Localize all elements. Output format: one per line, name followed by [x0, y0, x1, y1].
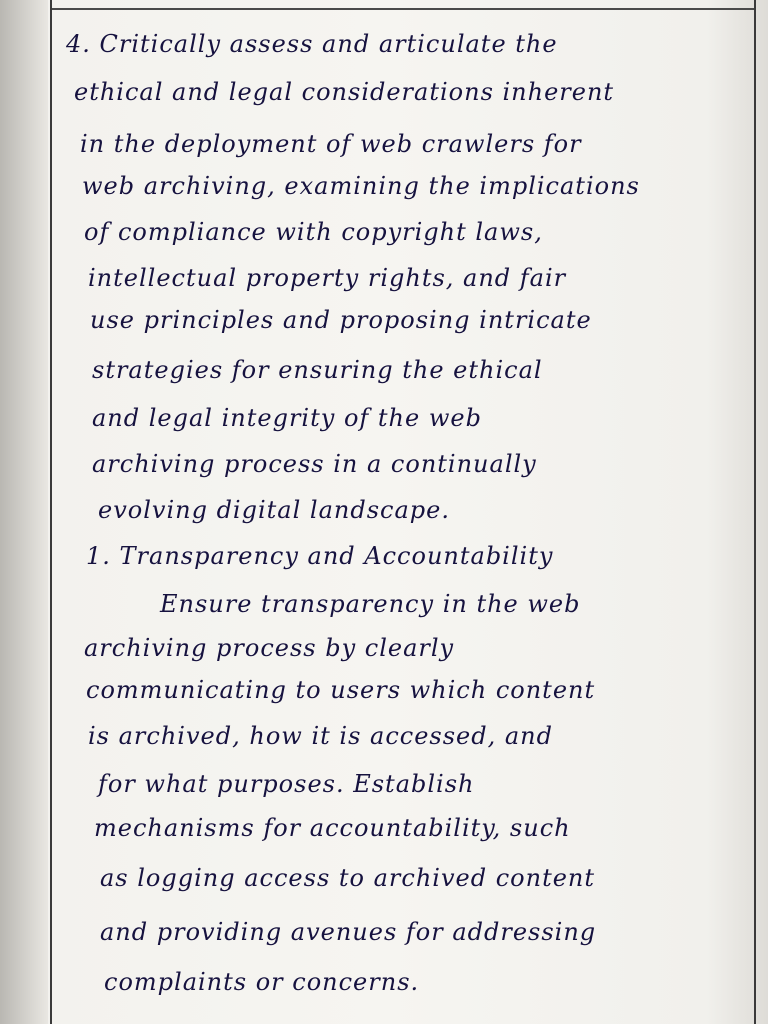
question-line: in the deployment of web crawlers for — [80, 130, 582, 158]
question-line: of compliance with copyright laws, — [84, 218, 543, 246]
answer-line: and providing avenues for addressing — [100, 918, 597, 946]
answer-line: is archived, how it is accessed, and — [88, 722, 553, 750]
answer-line: mechanisms for accountability, such — [94, 814, 571, 842]
answer-line: communicating to users which content — [86, 676, 596, 704]
question-line: use principles and proposing intricate — [90, 306, 592, 334]
answer-line: as logging access to archived content — [100, 864, 596, 892]
question-line: web archiving, examining the implications — [82, 172, 640, 200]
answer-line: archiving process by clearly — [84, 634, 455, 662]
page-border-top — [50, 8, 756, 10]
page-shadow — [0, 0, 48, 1024]
answer-line: for what purposes. Establish — [98, 770, 475, 798]
question-line: and legal integrity of the web — [92, 404, 482, 432]
answer-heading: 1. Transparency and Accountability — [86, 542, 554, 570]
question-line: strategies for ensuring the ethical — [92, 356, 543, 384]
page-margin-line-left — [50, 0, 52, 1024]
answer-line: complaints or concerns. — [104, 968, 420, 996]
question-line: 4. Critically assess and articulate the — [66, 30, 558, 58]
question-line: intellectual property rights, and fair — [88, 264, 567, 292]
question-line: ethical and legal considerations inherent — [74, 78, 615, 106]
page-margin-line-right — [754, 0, 756, 1024]
question-line: archiving process in a continually — [92, 450, 537, 478]
question-line: evolving digital landscape. — [98, 496, 450, 524]
answer-line: Ensure transparency in the web — [160, 590, 581, 618]
